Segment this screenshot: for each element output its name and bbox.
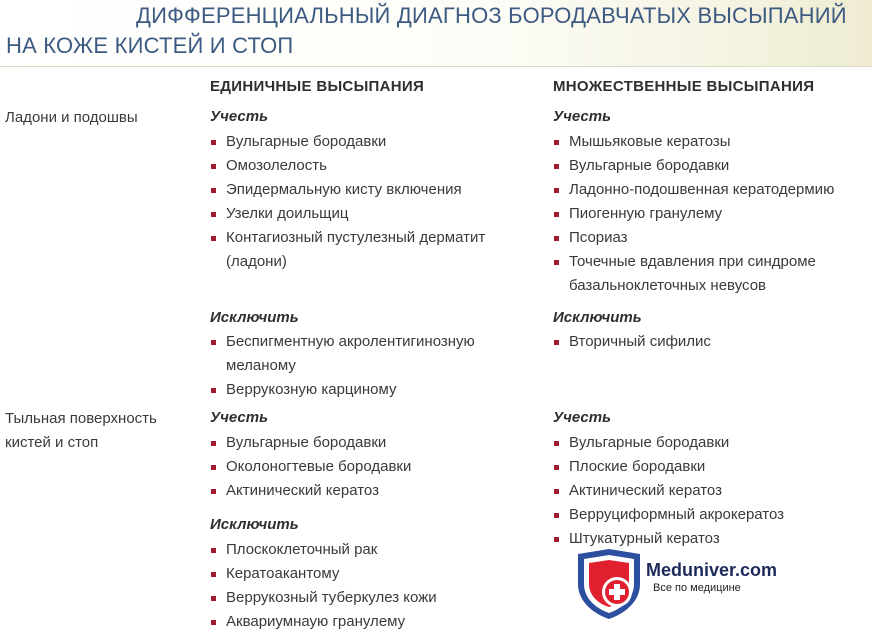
consider-title: Учесть (553, 409, 612, 426)
list-item: Вульгарные бородавки (553, 154, 869, 178)
list-item: Вторичный сифилис (553, 330, 869, 354)
exclude-title: Исключить (553, 309, 642, 326)
consider-title: Учесть (553, 108, 612, 125)
exclude-list-single-palms (210, 330, 530, 402)
list-item: Псориаз (553, 226, 869, 250)
title-banner (0, 0, 872, 67)
consider-list-single-dorsal (210, 431, 530, 503)
exclude-title: Исключить (210, 516, 299, 533)
list-item: Вульгарные бородавки (210, 130, 530, 154)
consider-list-multiple-dorsal (553, 431, 869, 551)
column-header-multiple: МНОЖЕСТВЕННЫЕ ВЫСЫПАНИЯ (553, 78, 815, 95)
logo-tagline: Все по медицине (653, 582, 741, 594)
list-item: Вульгарные бородавки (553, 431, 869, 455)
list-item: Актинический кератоз (210, 479, 530, 503)
logo-name: Meduniver.com (646, 560, 778, 580)
list-item: Верруциформный акрокератоз (553, 503, 869, 527)
list-item: Кератоакантому (210, 562, 530, 586)
list-item: Пиогенную гранулему (553, 202, 869, 226)
list-item: Аквариумнаую гранулему (210, 610, 530, 634)
row-label-palms-soles: Ладони и подошвы (5, 109, 138, 126)
list-item: Точечные вдавления при синдроме базальноклеточных невусов (553, 250, 869, 298)
consider-list-multiple-palms (553, 130, 869, 298)
list-item: Омозолелость (210, 154, 530, 178)
consider-title: Учесть (210, 409, 269, 426)
page-title-line-2: НА КОЖЕ КИСТЕЙ И СТОП (6, 33, 294, 58)
list-item: Контагиозный пустулезный дерматит (ладони) (210, 226, 530, 274)
shield-cross-icon (574, 548, 644, 620)
list-item: Штукатурный кератоз (553, 527, 869, 551)
list-item: Беспигментную акролентигинозную меланому (210, 330, 530, 378)
list-item: Узелки доильщиц (210, 202, 530, 226)
exclude-list-single-dorsal (210, 538, 530, 634)
list-item: Вульгарные бородавки (210, 431, 530, 455)
list-item: Околоногтевые бородавки (210, 455, 530, 479)
column-header-single: ЕДИНИЧНЫЕ ВЫСЫПАНИЯ (210, 78, 425, 95)
meduniver-logo[interactable] (574, 548, 872, 620)
exclude-list-multiple-palms (553, 330, 869, 354)
page-title-line-1: ДИФФЕРЕНЦИАЛЬНЫЙ ДИАГНОЗ БОРОДАВЧАТЫХ ВЫСЫПАНИЙ (136, 3, 847, 28)
list-item: Веррукозный туберкулез кожи (210, 586, 530, 610)
row-label-dorsal-surface: Тыльная поверхность кистей и стоп (5, 410, 157, 451)
list-item: Плоскоклеточный рак (210, 538, 530, 562)
list-item: Эпидермальную кисту включения (210, 178, 530, 202)
consider-title: Учесть (210, 108, 269, 125)
list-item: Мышьяковые кератозы (553, 130, 869, 154)
list-item: Актинический кератоз (553, 479, 869, 503)
consider-list-single-palms (210, 130, 530, 274)
list-item: Веррукозную карциному (210, 378, 530, 402)
list-item: Ладонно-подошвенная кератодермию (553, 178, 869, 202)
list-item: Плоские бородавки (553, 455, 869, 479)
exclude-title: Исключить (210, 309, 299, 326)
